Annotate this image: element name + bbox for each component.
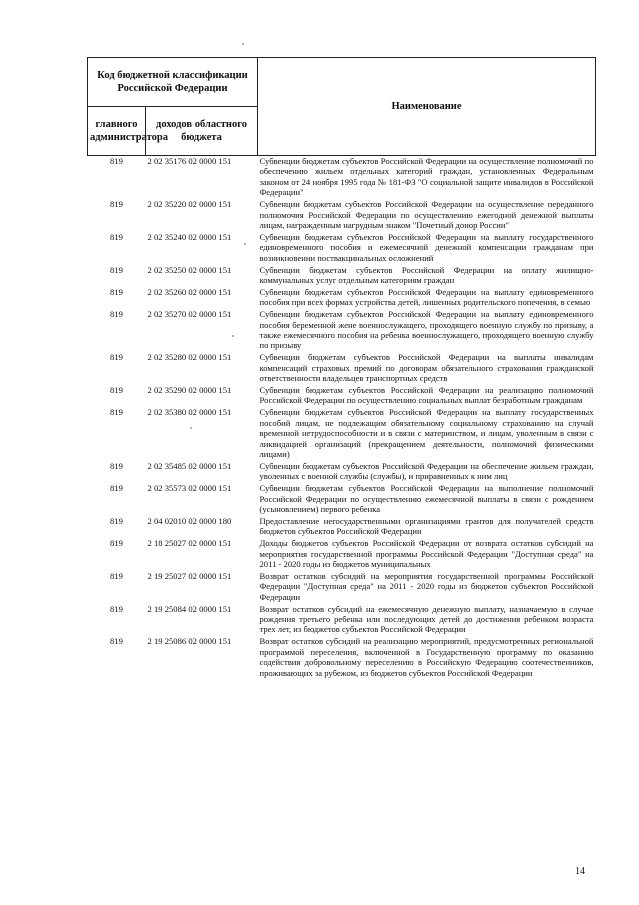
revenue-code-cell: 2 02 35380 02 0000 151 — [147, 407, 232, 418]
admin-code-cell: 819 — [110, 460, 123, 471]
table-row — [88, 571, 596, 604]
admin-code-cell: 819 — [110, 570, 123, 581]
revenue-code-cell: 2 02 35260 02 0000 151 — [147, 286, 232, 297]
name-cell: Субвенции бюджетам субъектов Российской Федерации на осуществление полномочий по обеспечению жильем отдельных категорий граждан, установленных Федеральным законом от 24 ноября 1995 года № 181-ФЗ "О социальной защите инвалидов в Российской Федерации" — [259, 156, 594, 198]
name-cell: Субвенции бюджетам субъектов Российской Федерации на выплату государственных пособий лицам, не подлежащим обязательному социальному страхованию на случай временной нетрудоспособности и в связи с материнством, и лицам, уволенным в связи с ликвидацией организаций (прекращением деятельности, полномочий физическими лицами) — [259, 407, 594, 459]
admin-code-cell: 819 — [110, 538, 123, 549]
admin-code-cell: 819 — [110, 231, 123, 242]
admin-code-cell: 819 — [110, 264, 123, 275]
table-row — [88, 461, 596, 483]
table-row — [88, 483, 596, 516]
revenue-code-cell: 2 02 35290 02 0000 151 — [147, 385, 232, 396]
revenue-code-cell: 2 02 35240 02 0000 151 — [147, 231, 232, 242]
admin-code-cell: 819 — [110, 385, 123, 396]
revenue-code-cell: 2 02 35250 02 0000 151 — [147, 264, 232, 275]
admin-code-cell: 819 — [110, 603, 123, 614]
name-cell: Субвенции бюджетам субъектов Российской Федерации на оплату жилищно-коммунальных услуг отдельным категориям граждан — [259, 264, 594, 285]
admin-code-cell: 819 — [110, 156, 123, 166]
revenue-code-cell: 2 18 25027 02 0000 151 — [147, 538, 232, 549]
name-cell: Субвенции бюджетам субъектов Российской Федерации на выплату единовременного пособия при всех формах устройства детей, лишенных родительского попечения, в семью — [259, 286, 594, 308]
name-cell: Доходы бюджетов субъектов Российской Федерации от возврата остатков субсидий на мероприятия государственной программы Российской Федерации "Доступная среда" на 2011 - 2020 годы из бюджетов муниципальных — [259, 538, 594, 570]
revenue-code-cell: 2 02 35270 02 0000 151 — [147, 309, 232, 320]
revenue-code-cell: 2 02 35176 02 0000 151 — [147, 156, 232, 166]
admin-code-cell: 819 — [110, 286, 123, 297]
table-row — [88, 604, 596, 637]
table-row — [88, 385, 596, 407]
header-admin: главного администратора — [88, 107, 146, 156]
name-cell: Субвенции бюджетам субъектов Российской Федерации на реализацию полномочий Российской Федерации по осуществлению социальных выплат безработным гражданам — [259, 385, 594, 406]
name-cell: Субвенции бюджетам субъектов Российской Федерации на обеспечение жильем граждан, уволенных с военной службы (службы), и приравненных к ним лиц — [259, 460, 594, 482]
header-code-group: Код бюджетной классификации Российской Федерации — [88, 58, 258, 107]
name-cell: Возврат остатков субсидий на реализацию мероприятий, предусмотренных региональной программой переселения, включенной в Государственную программу по оказанию содействия добровольному переселению в Российскую Федерацию соотечественников, проживающих за рубежом, из бюджетов субъектов Российской Федерации — [259, 636, 594, 678]
admin-code-cell: 819 — [110, 636, 123, 647]
table-row — [88, 287, 596, 309]
revenue-code-cell: 2 02 35280 02 0000 151 — [147, 352, 232, 363]
scan-speck — [232, 335, 234, 337]
scan-speck — [242, 43, 244, 45]
header-code: доходов областного бюджета — [146, 107, 258, 156]
table-row — [88, 538, 596, 571]
name-cell: Возврат остатков субсидий на мероприятия государственной программы Российской Федерации "Доступная среда" на 2011 - 2020 годы из бюджетов субъектов Российской Федерации — [259, 570, 594, 602]
revenue-code-cell: 2 04 02010 02 0000 180 — [147, 515, 232, 526]
budget-classification-table — [87, 57, 596, 680]
name-cell: Субвенции бюджетам субъектов Российской Федерации на выплату единовременного пособия беременной жене военнослужащего, проходящего военную службу по призыву, а также ежемесячного пособия на ребенка военнослужащего, проходящего военную службу по призыву — [259, 309, 594, 351]
admin-code-cell: 819 — [110, 199, 123, 210]
header-name: Наименование — [258, 58, 596, 156]
name-cell: Субвенции бюджетам субъектов Российской Федерации на выполнение полномочий Российской Федерации по осуществлению ежемесячной выплаты в связи с рождением (усыновлением) первого ребенка — [259, 483, 594, 514]
table-row — [88, 199, 596, 232]
admin-code-cell: 819 — [110, 352, 123, 363]
table-row — [88, 265, 596, 287]
scan-speck — [244, 243, 246, 245]
table-row — [88, 232, 596, 265]
table-row — [88, 516, 596, 538]
name-cell: Субвенции бюджетам субъектов Российской Федерации на осуществление переданного полномочия Российской Федерации по осуществлению ежегодной денежной выплаты лицам, награжденным нагрудным знаком "Почетный донор России" — [259, 199, 594, 230]
revenue-code-cell: 2 19 25027 02 0000 151 — [147, 570, 232, 581]
table-row — [88, 309, 596, 352]
admin-code-cell: 819 — [110, 407, 123, 418]
scan-speck — [190, 427, 192, 429]
name-cell: Возврат остатков субсидий на ежемесячную денежную выплату, назначаемую в случае рождения третьего ребенка или последующих детей до достижения ребенком возраста трех лет, из бюджетов субъектов Российской Федерации — [259, 603, 594, 635]
revenue-code-cell: 2 02 35573 02 0000 151 — [147, 483, 232, 494]
admin-code-cell: 819 — [110, 515, 123, 526]
table-row — [88, 407, 596, 461]
name-cell: Субвенции бюджетам субъектов Российской Федерации на выплату государственного единовременного пособия и ежемесячной денежной компенсации гражданам при возникновении поствакцинальных осложнений — [259, 231, 594, 263]
name-cell: Субвенции бюджетам субъектов Российской Федерации на выплаты инвалидам компенсаций страховых премий по договорам обязательного страхования гражданской ответственности владельцев транспортных средств — [259, 352, 594, 384]
page-number: 14 — [575, 866, 585, 877]
revenue-code-cell: 2 02 35485 02 0000 151 — [147, 460, 232, 471]
table-row — [88, 636, 596, 679]
revenue-code-cell: 2 02 35220 02 0000 151 — [147, 199, 232, 210]
table-row — [88, 156, 596, 200]
admin-code-cell: 819 — [110, 309, 123, 320]
revenue-code-cell: 2 19 25086 02 0000 151 — [147, 636, 232, 647]
table-row — [88, 352, 596, 385]
revenue-code-cell: 2 19 25084 02 0000 151 — [147, 603, 232, 614]
admin-code-cell: 819 — [110, 483, 123, 494]
name-cell: Предоставление негосударственными организациями грантов для получателей средств бюджетов субъектов Российской Федерации — [259, 515, 594, 537]
